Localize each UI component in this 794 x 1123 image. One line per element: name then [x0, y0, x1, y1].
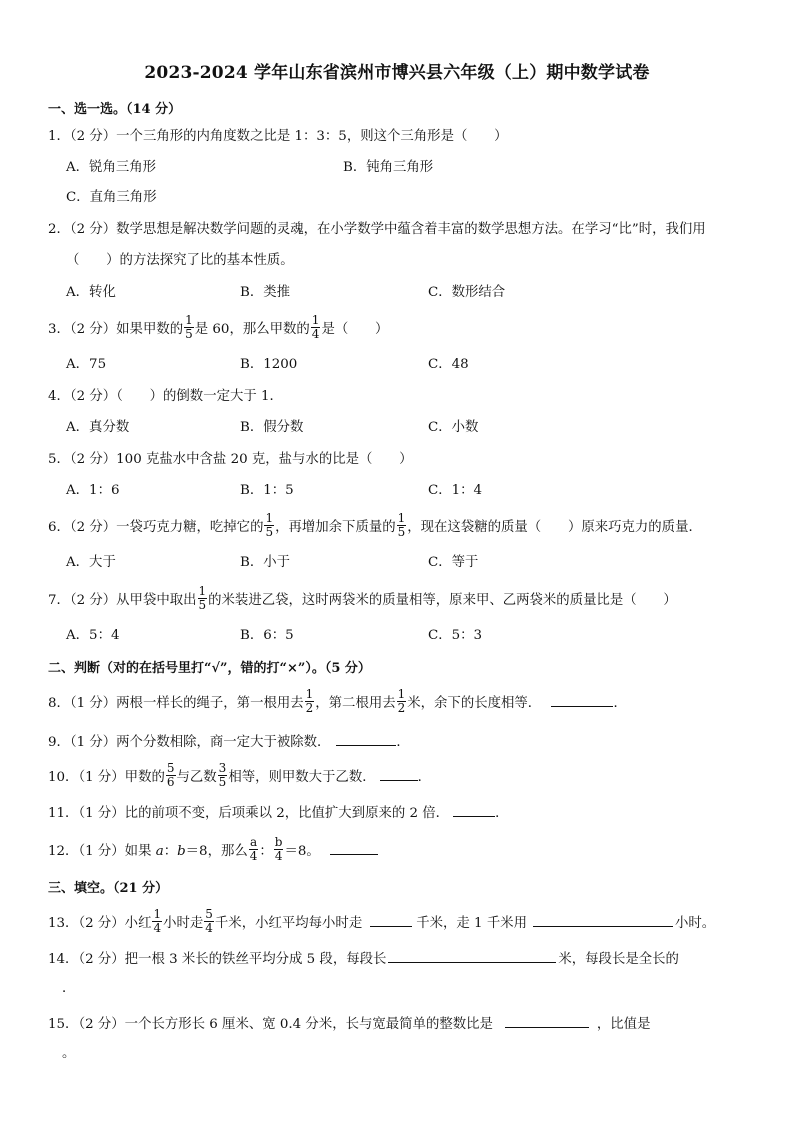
- fraction: $\frac{1}{2}$: [305, 687, 314, 715]
- fraction: $\frac{a}{4}$: [249, 835, 258, 863]
- answer-blank[interactable]: [336, 731, 396, 746]
- question-13: 13．（2 分）小红 $\frac{1}{4}$ 小时走 $\frac{5}{4}$ 千米，小红平均每小时走 千米，走 1 千米用 小时。: [48, 907, 716, 935]
- question-14-line2: ．: [62, 981, 76, 996]
- question-7: 7．（2 分）从甲袋中取出 $\frac{1}{5}$ 的米装进乙袋，这时两袋米的质量相等，原来甲、乙两袋米的质量比是（ ）: [48, 584, 677, 612]
- fraction: $\frac{b}{4}$: [274, 835, 283, 863]
- question-6: 6．（2 分）一袋巧克力糖，吃掉它的 $\frac{1}{5}$ ，再增加余下质量的 $\frac{1}{5}$ ，现在这袋糖的质量（ ）原来巧克力的质量．: [48, 511, 702, 539]
- q4-option-a: A．真分数: [66, 420, 130, 435]
- question-11: 11．（1 分）比的前项不变，后项乘以 2，比值扩大到原来的 2 倍． ．: [48, 802, 508, 824]
- question-15-line2: 。: [62, 1046, 76, 1061]
- answer-blank[interactable]: [370, 912, 412, 927]
- section-heading-judge: 二、判断（对的在括号里打“√”，错的打“×”）。（5 分）: [48, 661, 371, 676]
- fraction: $\frac{1}{2}$: [397, 687, 406, 715]
- question-15: 15．（2 分）一个长方形长 6 厘米、宽 0.4 分米，长与宽最简单的整数比是 ，比值是: [48, 1013, 650, 1035]
- q1-option-a: A．锐角三角形: [66, 160, 157, 175]
- q4-option-b: B．假分数: [240, 420, 304, 435]
- section-heading-choice: 一、选一选。（14 分）: [48, 102, 182, 117]
- question-4: 4．（2 分）（ ）的倒数一定大于 1．: [48, 389, 283, 404]
- answer-blank[interactable]: [505, 1013, 589, 1028]
- fraction: $\frac{1}{5}$: [198, 584, 207, 612]
- question-2-line2: （ ）的方法探究了比的基本性质。: [66, 253, 294, 268]
- fraction: $\frac{5}{6}$: [166, 761, 175, 789]
- answer-blank[interactable]: [330, 840, 378, 855]
- q7-option-a: A．5：4: [66, 628, 120, 643]
- q4-option-c: C．小数: [428, 420, 479, 435]
- question-8: 8．（1 分）两根一样长的绳子，第一根用去 $\frac{1}{2}$ ，第二根用去 $\frac{1}{2}$ 米，余下的长度相等． ．: [48, 687, 627, 715]
- answer-blank[interactable]: [380, 766, 418, 781]
- q2-option-b: B．类推: [240, 285, 291, 300]
- answer-blank[interactable]: [453, 802, 495, 817]
- q6-option-c: C．等于: [428, 555, 479, 570]
- q5-option-b: B．1：5: [240, 483, 294, 498]
- fraction: $\frac{1}{5}$: [397, 511, 406, 539]
- q2-option-a: A．转化: [66, 285, 116, 300]
- q3-option-a: A．75: [66, 357, 107, 372]
- question-2-line1: 2．（2 分）数学思想是解决数学问题的灵魂，在小学数学中蕴含着丰富的数学思想方法。在学习“比”时，我们用: [48, 222, 706, 237]
- q6-option-b: B．小于: [240, 555, 291, 570]
- question-1: 1．（2 分）一个三角形的内角度数之比是 1：3：5，则这个三角形是（ ）: [48, 129, 508, 144]
- fraction: $\frac{1}{4}$: [311, 313, 320, 341]
- section-heading-fill: 三、填空。（21 分）: [48, 881, 169, 896]
- q5-option-a: A．1：6: [66, 483, 120, 498]
- question-10: 10．（1 分）甲数的 $\frac{5}{6}$ 与乙数 $\frac{3}{5}$ 相等，则甲数大于乙数． ．: [48, 761, 431, 789]
- answer-blank[interactable]: [551, 692, 613, 707]
- q1-option-c: C．直角三角形: [66, 190, 157, 205]
- q7-option-b: B．6：5: [240, 628, 294, 643]
- question-3: 3．（2 分）如果甲数的 $\frac{1}{5}$ 是 60，那么甲数的 $\frac{1}{4}$ 是（ ）: [48, 313, 389, 341]
- q7-option-c: C．5：3: [428, 628, 483, 643]
- q3-option-c: C．48: [428, 357, 469, 372]
- fraction: $\frac{1}{5}$: [265, 511, 274, 539]
- q1-option-b: B．钝角三角形: [343, 160, 434, 175]
- question-12: 12．（1 分）如果 a：b＝8，那么 $\frac{a}{4}$ ： $\frac{b}{4}$ ＝8。: [48, 838, 378, 865]
- q5-option-c: C．1：4: [428, 483, 483, 498]
- answer-blank[interactable]: [533, 912, 673, 927]
- fraction: $\frac{1}{4}$: [153, 907, 162, 935]
- fraction: $\frac{5}{4}$: [205, 907, 213, 935]
- question-14: 14．（2 分）把一根 3 米长的铁丝平均分成 5 段，每段长 米，每段长是全长的: [48, 948, 679, 970]
- answer-blank[interactable]: [388, 948, 556, 963]
- question-9: 9．（1 分）两个分数相除，商一定大于被除数． ．: [48, 731, 410, 753]
- q3-option-b: B．1200: [240, 357, 298, 372]
- q6-option-a: A．大于: [66, 555, 116, 570]
- q2-option-c: C．数形结合: [428, 285, 506, 300]
- fraction: $\frac{3}{5}$: [218, 761, 227, 789]
- question-5: 5．（2 分）100 克盐水中含盐 20 克，盐与水的比是（ ）: [48, 452, 413, 467]
- page-title: 2023-2024 学年山东省滨州市博兴县六年级（上）期中数学试卷: [144, 63, 650, 83]
- fraction: $\frac{1}{5}$: [185, 313, 193, 341]
